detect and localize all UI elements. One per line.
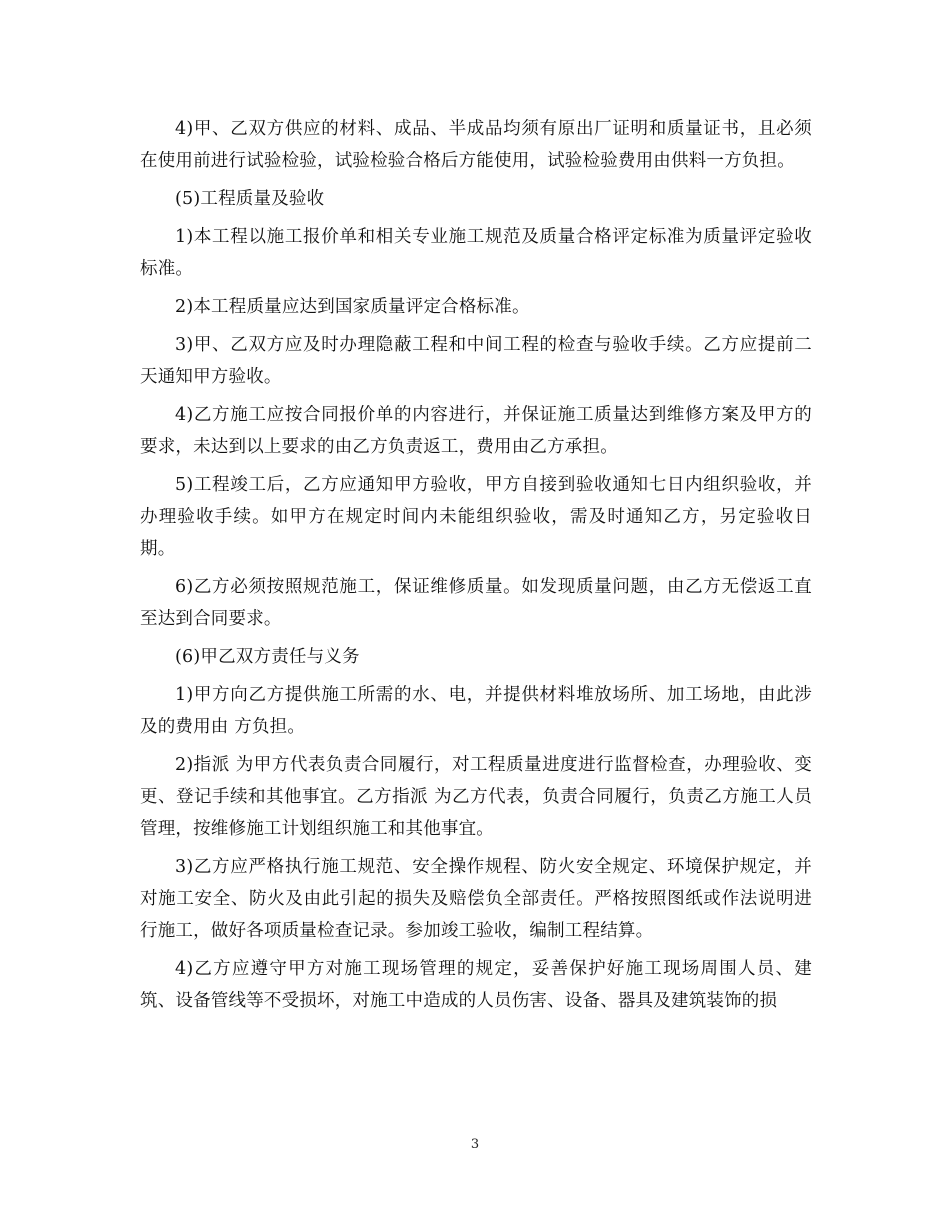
paragraph-construction-per-quote: 4)乙方施工应按合同报价单的内容进行，并保证施工质量达到维修方案及甲方的要求，未达到以上要求的由乙方负责返工，费用由乙方承担。	[140, 405, 812, 457]
paragraph-repair-quality: 6)乙方必须按照规范施工，保证维修质量。如发现质量问题，由乙方无偿返工直至达到合同要求。	[140, 577, 812, 629]
paragraph-material-certificates: 4)甲、乙双方供应的材料、成品、半成品均须有原出厂证明和质量证书，且必须在使用前进行试验检验，试验检验合格后方能使用，试验检验费用由供料一方负担。	[140, 119, 812, 171]
paragraph-acceptance-standard: 1)本工程以施工报价单和相关专业施工规范及质量合格评定标准为质量评定验收标准。	[140, 227, 812, 279]
document-body	[140, 113, 812, 1023]
section-heading-responsibilities: (6)甲乙双方责任与义务	[175, 647, 360, 667]
paragraph-water-electricity: 1)甲方向乙方提供施工所需的水、电，并提供材料堆放场所、加工场地，由此涉及的费用由 方负担。	[140, 685, 812, 737]
paragraph-national-standard: 2)本工程质量应达到国家质量评定合格标准。	[175, 297, 530, 317]
paragraph-site-management: 4)乙方应遵守甲方对施工现场管理的规定，妥善保护好施工现场周围人员、建筑、设备管线等不受损坏，对施工中造成的人员伤害、设备、器具及建筑装饰的损	[140, 959, 812, 1011]
paragraph-completion-acceptance: 5)工程竣工后，乙方应通知甲方验收，甲方自接到验收通知七日内组织验收，并办理验收手续。如甲方在规定时间内未能组织验收，需及时通知乙方，另定验收日期。	[140, 475, 812, 559]
paragraph-hidden-works-inspection: 3)甲、乙双方应及时办理隐蔽工程和中间工程的检查与验收手续。乙方应提前二天通知甲方验收。	[140, 335, 812, 387]
section-heading-quality-acceptance: (5)工程质量及验收	[175, 189, 325, 209]
paragraph-safety-regulations: 3)乙方应严格执行施工规范、安全操作规程、防火安全规定、环境保护规定，并对施工安全、防火及由此引起的损失及赔偿负全部责任。严格按照图纸或作法说明进行施工，做好各项质量检查记录。参加竣工验收，编制工程结算。	[140, 857, 812, 941]
page-number: 3	[470, 1137, 480, 1152]
paragraph-representatives: 2)指派 为甲方代表负责合同履行，对工程质量进度进行监督检查，办理验收、变更、登记手续和其他事宜。乙方指派 为乙方代表，负责合同履行，负责乙方施工人员管理，按维修施工计划组织施工和其他事宜。	[140, 755, 812, 839]
